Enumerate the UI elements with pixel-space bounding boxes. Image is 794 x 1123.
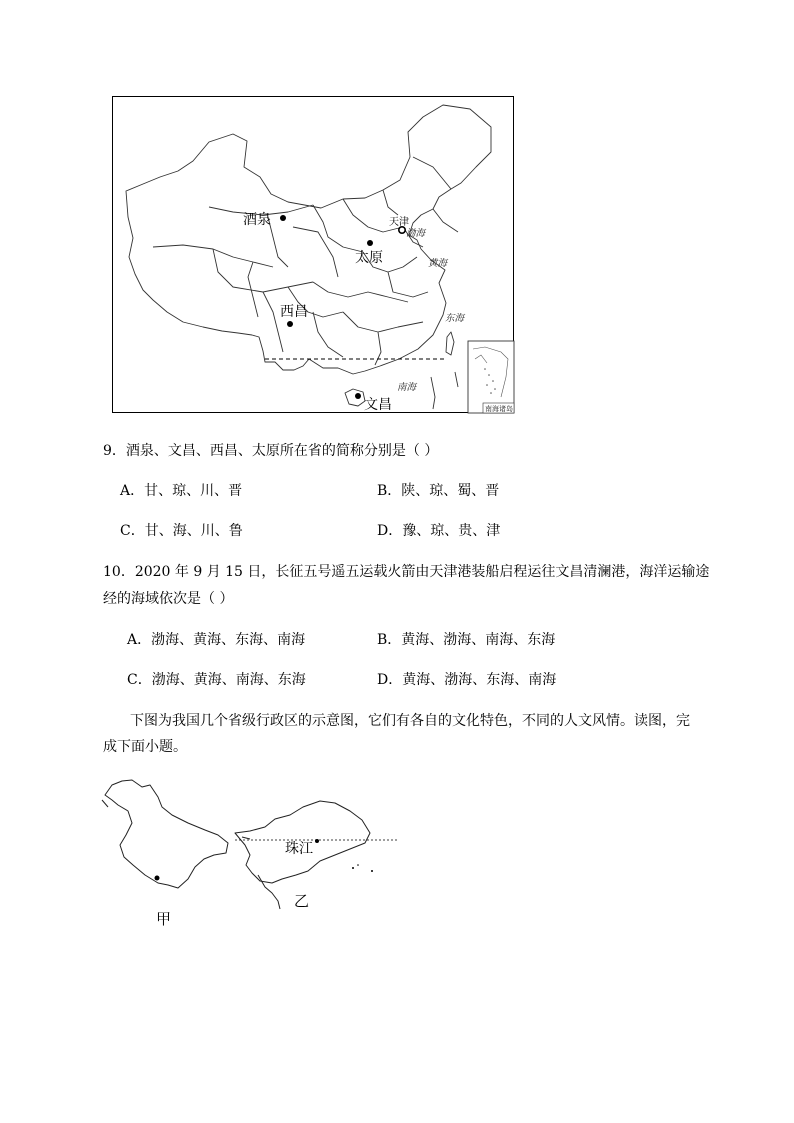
intro-line2: 成下面小题。 <box>103 739 187 755</box>
q10-option-c[interactable]: C．渤海、黄海、南海、东海 <box>127 672 306 688</box>
xichang-dot <box>287 321 293 327</box>
label-jiuquan: 酒泉 <box>243 212 271 228</box>
label-wenchang: 文昌 <box>364 397 392 413</box>
label-tianjin: 天津 <box>389 217 409 228</box>
q9-option-c[interactable]: C．甘、海、川、鲁 <box>120 523 243 539</box>
label-jia: 甲 <box>156 910 172 928</box>
label-taiyuan: 太原 <box>355 250 383 266</box>
intro-line1: 下图为我国几个省级行政区的示意图，它们有各自的文化特色，不同的人文风情。读图，完 <box>130 713 690 729</box>
q10-option-b[interactable]: B．黄海、渤海、南海、东海 <box>377 632 556 648</box>
sea-donghai: 东海 <box>445 313 465 324</box>
province-figure <box>100 775 400 935</box>
q10-stem-line1: 10．2020 年 9 月 15 日，长征五号遥五运载火箭由天津港装船启程运往文昌清澜港，海洋运输途 <box>103 564 710 580</box>
taiyuan-dot <box>367 240 373 246</box>
sea-huanghai: 黄海 <box>428 258 448 269</box>
label-xichang: 西昌 <box>280 304 308 320</box>
q10-stem-line2: 经的海域依次是（ ） <box>103 591 234 607</box>
wenchang-dot <box>355 393 361 399</box>
jiuquan-dot <box>280 215 286 221</box>
q9-stem: 9．酒泉、文昌、西昌、太原所在省的简称分别是（ ） <box>103 443 439 459</box>
zhujiang-dot <box>315 839 319 843</box>
sea-nanhai: 南海 <box>397 382 417 393</box>
sea-bohai: 渤海 <box>406 228 426 239</box>
inset-caption: 南海诸岛 <box>485 405 513 413</box>
china-map <box>112 96 514 413</box>
q9-option-d[interactable]: D．豫、琼、贵、津 <box>377 523 501 539</box>
china-map-outline <box>113 97 515 414</box>
label-yi: 乙 <box>294 892 310 910</box>
label-zhujiang: 珠江 <box>285 841 313 857</box>
q10-option-a[interactable]: A．渤海、黄海、东海、南海 <box>127 632 306 648</box>
q9-option-a[interactable]: A．甘、琼、川、晋 <box>120 483 243 499</box>
jia-dot <box>155 876 160 881</box>
q10-option-d[interactable]: D．黄海、渤海、东海、南海 <box>377 672 557 688</box>
q9-option-b[interactable]: B．陕、琼、蜀、晋 <box>377 483 500 499</box>
